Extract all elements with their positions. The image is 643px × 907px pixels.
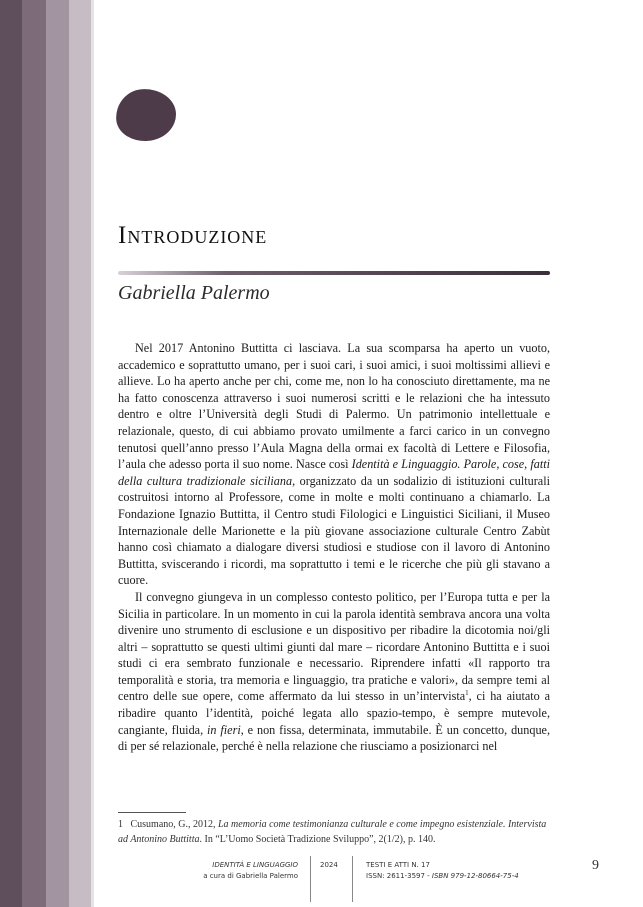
stripe-5 [91, 0, 94, 907]
decorative-side-stripes [0, 0, 94, 907]
chapter-author: Gabriella Palermo [118, 282, 270, 304]
body-text [118, 340, 550, 755]
footer-series-info [366, 860, 519, 882]
footnote: 1 Cusumano, G., 2012, La memoria come testimonianza culturale e come impegno esistenziale. Intervista ad Antonino Buttitta. In “L’Uomo Società Tradizione Sviluppo”, 2(1/2), p. 140. [118, 819, 547, 845]
stripe-4 [69, 0, 91, 907]
stripe-3 [46, 0, 69, 907]
conference-title: Identità e Linguaggio. Parole, cose, fatti della cultura tradizionale siciliana [118, 457, 550, 488]
stripe-1 [0, 0, 22, 907]
stripe-2 [22, 0, 46, 907]
footnote-ref[interactable]: 1 [465, 689, 469, 698]
footer-editor: a cura di Gabriella Palermo [203, 872, 298, 880]
footer-series: TESTI E ATTI N. 17 [366, 861, 430, 869]
decorative-blob-icon [114, 87, 177, 143]
title-rule [118, 271, 550, 275]
footer-book-title: IDENTITÀ E LINGUAGGIO [212, 861, 298, 869]
footer-book-info [150, 860, 298, 882]
chapter-title: Introduzione [118, 222, 268, 249]
footer-year: 2024 [320, 861, 338, 869]
page-number: 9 [592, 858, 599, 873]
footer-divider [310, 856, 311, 902]
footer-identifiers: ISSN: 2611-3597 - ISBN 979-12-80664-75-4 [366, 872, 519, 880]
paragraph-2: Il convegno giungeva in un complesso contesto politico, per l’Europa tutta e per la Sicilia in particolare. In un momento in cui la parola identità sembrava ancora una volta divenire uno strumento di esclusione e un dispositivo per ribadire la dicotomia noi/gli altri – soprattutto se questi ultimi giunti dal mare – ricordare Antonino Buttitta e i suoi studi ci era sembrato funzionale e necessario. Riprendere infatti «Il rapporto tra temporalità e storia, tra memoria e linguaggio, tra pratiche e valori», da sempre temi al centro delle sue opere, come affermato da lui stesso in un’intervista$^1$, ci ha aiutato a ribadire quanto l’identità, poiché legata allo spazio-tempo, è sempre mutevole, cangiante, fluida, in fieri, e non fissa, determinata, immutabile. È un concetto, dunque, di per sé relazionale, perché è nella relazione che riusciamo a posizionarci nel [118, 589, 551, 754]
paragraph-1: Nel 2017 Antonino Buttitta ci lasciava. La sua scomparsa ha aperto un vuoto, accademico e soprattutto umano, per i suoi cari, i suoi amici, i suoi moltissimi allievi e allieve. Lo ha aperto anche per chi, come me, non lo ha conosciuto direttamente, ma ne ha fatto conoscenza attraverso i suoi numerosi scritti e le relazioni che ha intessuto dentro e oltre l’Università degli Studi di Palermo. Un patrimonio intellettuale e relazionale, questo, di cui abbiamo provato umilmente a farci carico in un convegno tenutosi quell’anno presso l’Aula Magna della ormai ex facoltà di Lettere e Filosofia, l’aula che adesso porta il suo nome. Nasce così Identità e Linguaggio. Parole, cose, fatti della cultura tradizionale siciliana, organizzato da un sodalizio di istituzioni culturali costruitosi intorno al Professore, come in molte e molti continuano a chiamarlo. La Fondazione Ignazio Buttitta, il Centro studi Filologici e Linguistici Siciliani, il Museo Internazionale delle Marionette e la più giovane associazione culturale Centro Zabùt hanno così chiamato a dialogare diversi studiosi e studiose con il lavoro di Antonino Buttitta, sviscerando i ricordi, ma soprattutto i temi e le ricerche che più gli stavano a cuore. [118, 341, 550, 588]
footer-divider [352, 856, 353, 902]
footnote-rule [118, 812, 186, 813]
